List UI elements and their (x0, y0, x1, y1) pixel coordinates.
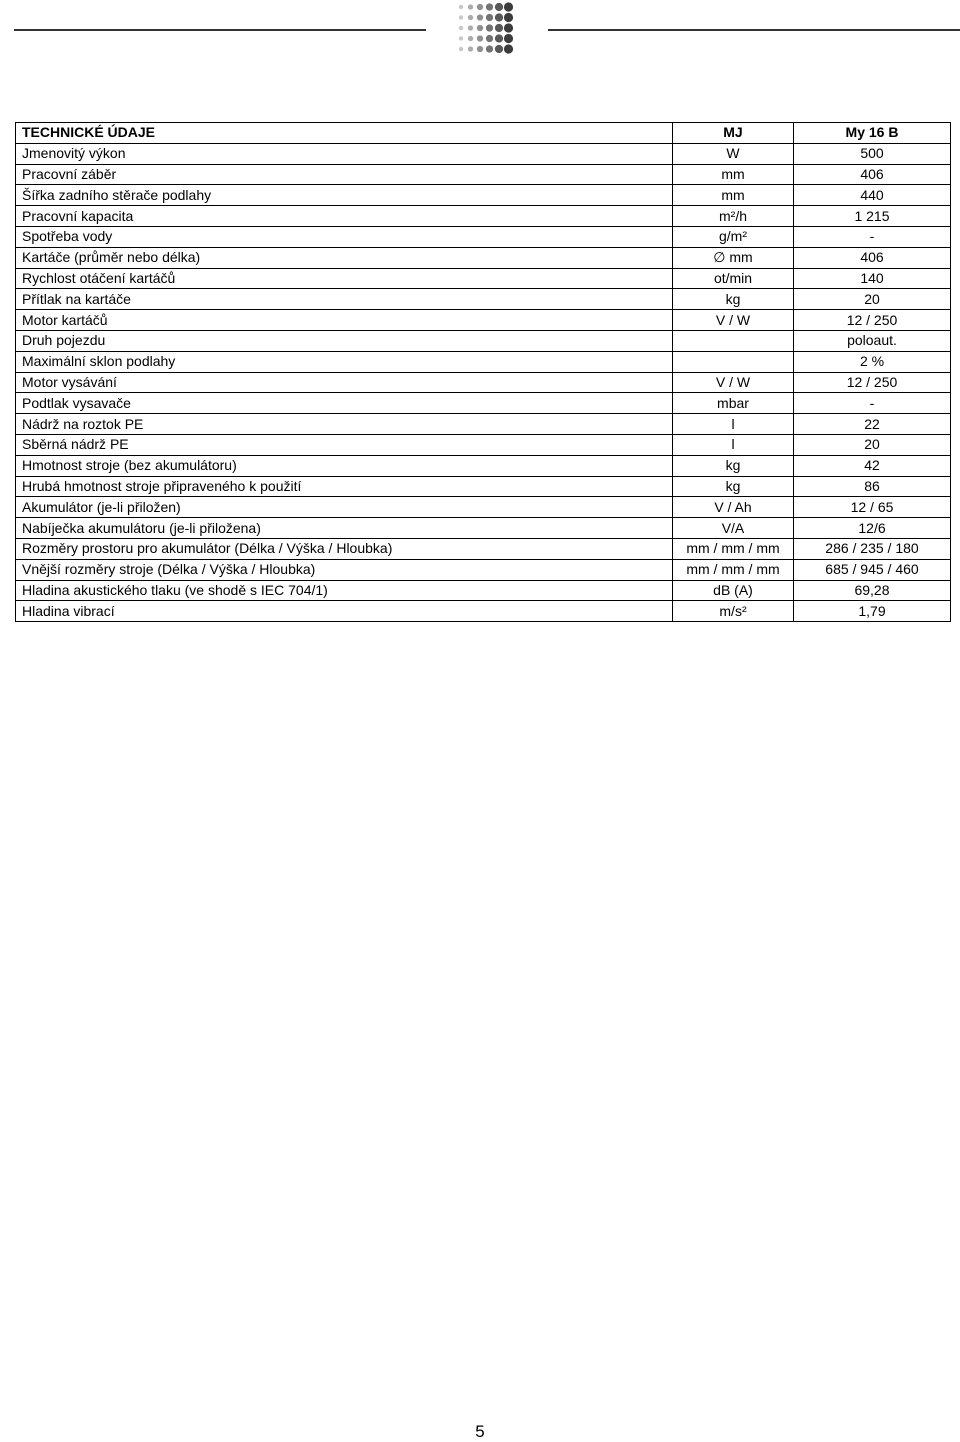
cell-unit: kg (673, 289, 794, 310)
table-row (16, 351, 951, 372)
cell-label: Motor vysávání (16, 372, 673, 393)
table-row (16, 414, 951, 435)
cell-value: - (794, 393, 951, 414)
cell-label: Sběrná nádrž PE (16, 434, 673, 455)
cell-label: Motor kartáčů (16, 310, 673, 331)
cell-label: Maximální sklon podlahy (16, 351, 673, 372)
cell-label: Kartáče (průměr nebo délka) (16, 247, 673, 268)
table-row (16, 310, 951, 331)
cell-value: poloaut. (794, 330, 951, 351)
cell-value: 12 / 65 (794, 497, 951, 518)
table-row (16, 476, 951, 497)
cell-value: 500 (794, 143, 951, 164)
cell-value: 406 (794, 247, 951, 268)
cell-unit: V/A (673, 518, 794, 539)
header-rule-left (14, 29, 426, 31)
cell-value: - (794, 226, 951, 247)
table-row (16, 268, 951, 289)
cell-label: Pracovní záběr (16, 164, 673, 185)
table-row (16, 185, 951, 206)
cell-value: 685 / 945 / 460 (794, 559, 951, 580)
table-row (16, 143, 951, 164)
table-row (16, 164, 951, 185)
cell-label: Rychlost otáčení kartáčů (16, 268, 673, 289)
cell-value: 69,28 (794, 580, 951, 601)
cell-label: Šířka zadního stěrače podlahy (16, 185, 673, 206)
cell-value: 406 (794, 164, 951, 185)
cell-label: Vnější rozměry stroje (Délka / Výška / Hloubka) (16, 559, 673, 580)
cell-label: Pracovní kapacita (16, 206, 673, 227)
cell-value: 42 (794, 455, 951, 476)
cell-unit: m/s² (673, 601, 794, 622)
cell-label: Přítlak na kartáče (16, 289, 673, 310)
page-number: 5 (475, 1422, 485, 1441)
table-row (16, 455, 951, 476)
cell-unit: V / W (673, 310, 794, 331)
dot-grid-logo-icon (456, 2, 516, 54)
table-row (16, 538, 951, 559)
cell-value: 140 (794, 268, 951, 289)
cell-value: 12 / 250 (794, 372, 951, 393)
header-rule-right (548, 29, 960, 31)
table-row (16, 372, 951, 393)
cell-unit: ∅ mm (673, 247, 794, 268)
cell-label: Podtlak vysavače (16, 393, 673, 414)
table-row (16, 434, 951, 455)
table-row (16, 580, 951, 601)
cell-value: 12 / 250 (794, 310, 951, 331)
cell-unit: mm / mm / mm (673, 559, 794, 580)
cell-value: 20 (794, 289, 951, 310)
table-row (16, 601, 951, 622)
cell-label: Nádrž na roztok PE (16, 414, 673, 435)
cell-value: 22 (794, 414, 951, 435)
cell-value: 286 / 235 / 180 (794, 538, 951, 559)
cell-unit: mm (673, 164, 794, 185)
cell-label: Jmenovitý výkon (16, 143, 673, 164)
table-row (16, 247, 951, 268)
table-row (16, 518, 951, 539)
table-row (16, 206, 951, 227)
cell-unit (673, 330, 794, 351)
column-header-unit: MJ (673, 123, 794, 144)
table-row (16, 393, 951, 414)
cell-unit: mm / mm / mm (673, 538, 794, 559)
cell-unit: V / W (673, 372, 794, 393)
cell-unit: kg (673, 455, 794, 476)
column-header-parameter: TECHNICKÉ ÚDAJE (16, 123, 673, 144)
table-header-row (16, 123, 951, 144)
technical-data-table (15, 122, 951, 622)
table-row (16, 330, 951, 351)
cell-unit: ot/min (673, 268, 794, 289)
cell-value: 440 (794, 185, 951, 206)
cell-value: 2 % (794, 351, 951, 372)
cell-unit: mbar (673, 393, 794, 414)
cell-unit: l (673, 414, 794, 435)
cell-label: Nabíječka akumulátoru (je-li přiložena) (16, 518, 673, 539)
column-header-model: My 16 B (794, 123, 951, 144)
cell-unit: kg (673, 476, 794, 497)
cell-unit: l (673, 434, 794, 455)
cell-value: 86 (794, 476, 951, 497)
table-row (16, 226, 951, 247)
cell-label: Rozměry prostoru pro akumulátor (Délka / Výška / Hloubka) (16, 538, 673, 559)
cell-unit: V / Ah (673, 497, 794, 518)
table-row (16, 289, 951, 310)
cell-label: Druh pojezdu (16, 330, 673, 351)
cell-unit (673, 351, 794, 372)
table-row (16, 497, 951, 518)
cell-label: Hmotnost stroje (bez akumulátoru) (16, 455, 673, 476)
cell-value: 12/6 (794, 518, 951, 539)
table-row (16, 559, 951, 580)
cell-label: Hladina vibrací (16, 601, 673, 622)
cell-value: 1,79 (794, 601, 951, 622)
cell-unit: W (673, 143, 794, 164)
cell-label: Hladina akustického tlaku (ve shodě s IEC 704/1) (16, 580, 673, 601)
cell-unit: dB (A) (673, 580, 794, 601)
cell-unit: g/m² (673, 226, 794, 247)
cell-label: Hrubá hmotnost stroje připraveného k použití (16, 476, 673, 497)
cell-value: 20 (794, 434, 951, 455)
cell-unit: m²/h (673, 206, 794, 227)
cell-unit: mm (673, 185, 794, 206)
cell-label: Akumulátor (je-li přiložen) (16, 497, 673, 518)
cell-label: Spotřeba vody (16, 226, 673, 247)
cell-value: 1 215 (794, 206, 951, 227)
